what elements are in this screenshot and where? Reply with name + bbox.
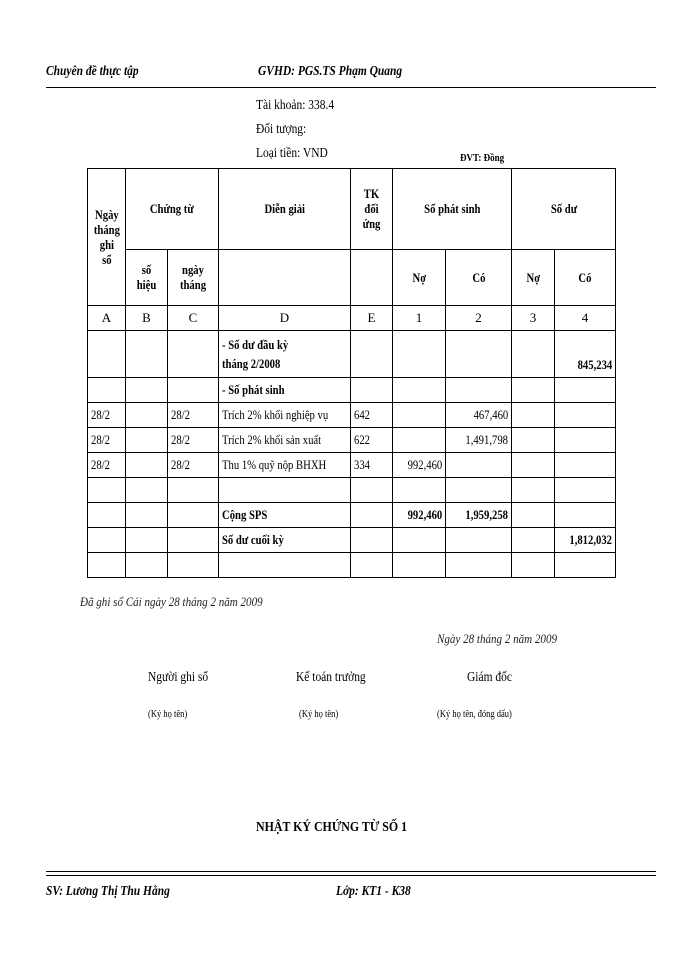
signature-sub: (Ký họ tên, đóng dấu) xyxy=(437,709,512,720)
footer-rule xyxy=(46,871,656,872)
header-rule xyxy=(46,87,656,88)
opening-balance-label: - Số dư đầu kỳ tháng 2/2008 xyxy=(219,331,351,378)
column-letter: 4 xyxy=(555,306,616,331)
footer-class: Lớp: KT1 - K38 xyxy=(336,884,411,899)
ledger-table xyxy=(87,168,616,578)
header-topic: Chuyên đề thực tập xyxy=(46,64,139,79)
column-letter: 2 xyxy=(446,306,512,331)
unit-label: ĐVT: Đồng xyxy=(460,152,505,164)
table-row: 28/2 28/2 Thu 1% quỹ nộp BHXH 334 992,460 xyxy=(88,453,616,478)
header-arising: Số phát sinh xyxy=(393,169,512,250)
arising-label-row xyxy=(88,378,616,403)
closing-row xyxy=(88,528,616,553)
table-subheader-row xyxy=(88,249,616,305)
header-empty xyxy=(219,249,351,305)
table-row: 28/2 28/2 Trích 2% khối sản xuất 622 1,491,798 xyxy=(88,428,616,453)
column-letter: B xyxy=(126,306,168,331)
header-voucher: Chứng từ xyxy=(126,169,219,250)
column-letter: C xyxy=(168,306,219,331)
closing-balance: 1,812,032 xyxy=(555,528,616,553)
account-subject: Đối tượng: xyxy=(256,122,307,137)
footer-rule xyxy=(46,875,656,876)
header-debit: Nợ xyxy=(393,249,446,305)
section-title: NHẬT KÝ CHỨNG TỪ SỐ 1 xyxy=(256,820,408,835)
total-credit: 1,959,258 xyxy=(446,503,512,528)
ledger-recorded-note: Đã ghi sổ Cái ngày 28 tháng 2 năm 2009 xyxy=(80,594,263,609)
column-letter: 3 xyxy=(512,306,555,331)
table-letter-row xyxy=(88,306,616,331)
empty-row xyxy=(88,478,616,503)
account-number: Tài khoản: 338.4 xyxy=(256,98,335,113)
signature-sub: (Ký họ tên) xyxy=(299,709,339,720)
signature-title: Kế toán trưởng xyxy=(296,670,366,685)
header-doc-no: số hiệu xyxy=(126,249,168,305)
header-credit: Có xyxy=(446,249,512,305)
column-letter: A xyxy=(88,306,126,331)
header-balance-debit: Nợ xyxy=(512,249,555,305)
header-doc-date: ngày tháng xyxy=(168,249,219,305)
table-header-row xyxy=(88,169,616,250)
signature-title: Giám đốc xyxy=(467,670,512,685)
header-empty xyxy=(351,249,393,305)
signing-date: Ngày 28 tháng 2 năm 2009 xyxy=(437,631,558,646)
footer-student: SV: Lương Thị Thu Hằng xyxy=(46,884,170,899)
header-advisor: GVHD: PGS.TS Phạm Quang xyxy=(258,64,403,79)
total-label: Cộng SPS xyxy=(219,503,351,528)
header-balance-credit: Có xyxy=(555,249,616,305)
signature-title: Người ghi sổ xyxy=(148,670,209,685)
opening-balance-value: 845,234 xyxy=(555,331,616,378)
total-debit: 992,460 xyxy=(393,503,446,528)
signature-sub: (Ký họ tên) xyxy=(148,709,188,720)
column-letter: D xyxy=(219,306,351,331)
column-letter: E xyxy=(351,306,393,331)
header-date: Ngày tháng ghi sổ xyxy=(88,169,126,306)
opening-balance-row xyxy=(88,331,616,378)
header-balance: Số dư xyxy=(512,169,616,250)
arising-label: - Số phát sinh xyxy=(219,378,351,403)
empty-row xyxy=(88,553,616,578)
column-letter: 1 xyxy=(393,306,446,331)
total-row xyxy=(88,503,616,528)
closing-label: Số dư cuối kỳ xyxy=(219,528,351,553)
header-tk: TK đối ứng xyxy=(351,169,393,250)
header-description: Diễn giải xyxy=(219,169,351,250)
table-row: 28/2 28/2 Trích 2% khối nghiệp vụ 642 467,460 xyxy=(88,403,616,428)
account-currency: Loại tiền: VND xyxy=(256,146,328,161)
